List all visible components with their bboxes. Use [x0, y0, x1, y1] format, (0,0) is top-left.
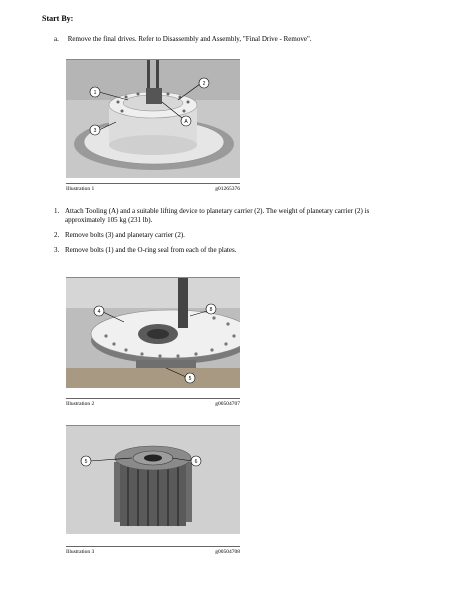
step-text: Attach Tooling (A) and a suitable lifting device to planetary carrier (2). The weight of planetary carrier (2) is approximately 105 kg (231 lb). — [65, 207, 370, 224]
caption-label: Illustration 3 — [66, 549, 95, 555]
caption-label: Illustration 1 — [66, 186, 95, 192]
caption-label: Illustration 2 — [66, 401, 95, 407]
callout-5: 5 — [188, 376, 192, 382]
illustration-1-photo — [66, 59, 240, 178]
illustration-2-photo — [66, 277, 240, 388]
illustration-3 — [66, 425, 240, 561]
callout-4: 4 — [97, 309, 101, 315]
procedure-steps — [54, 207, 401, 261]
step-number: 3. — [54, 246, 60, 254]
step-number: 1. — [54, 207, 60, 215]
step-text: Remove bolts (1) and the O-ring seal from each of the plates. — [65, 246, 237, 254]
illustration-2-caption — [66, 398, 240, 407]
illustration-2 — [66, 277, 240, 413]
step-item — [54, 231, 401, 240]
step-number: 2. — [54, 231, 60, 239]
callout-8: 8 — [209, 307, 213, 313]
caption-ref: g00504707 — [215, 401, 240, 407]
start-by-text: Remove the final drives. Refer to Disassembly and Assembly, "Final Drive - Remove". — [67, 35, 312, 43]
illustration-3-photo — [66, 425, 240, 534]
step-text: Remove bolts (3) and planetary carrier (2). — [65, 231, 185, 239]
callout-1: 1 — [93, 90, 97, 96]
callout-a: A — [184, 119, 188, 125]
caption-ref: g01265376 — [215, 186, 240, 192]
illustration-1-caption — [66, 183, 240, 192]
illustration-3-caption — [66, 546, 240, 555]
callout-5: 5 — [84, 459, 88, 465]
step-item — [54, 246, 401, 255]
start-by-item — [54, 35, 312, 43]
step-item — [54, 207, 401, 225]
callout-3: 3 — [93, 128, 97, 134]
callout-6: 6 — [194, 459, 198, 465]
illustration-1 — [66, 59, 240, 199]
start-by-marker: a. — [54, 35, 59, 43]
callout-2: 2 — [202, 81, 206, 87]
caption-ref: g00504708 — [215, 549, 240, 555]
section-heading: Start By: — [42, 14, 74, 23]
